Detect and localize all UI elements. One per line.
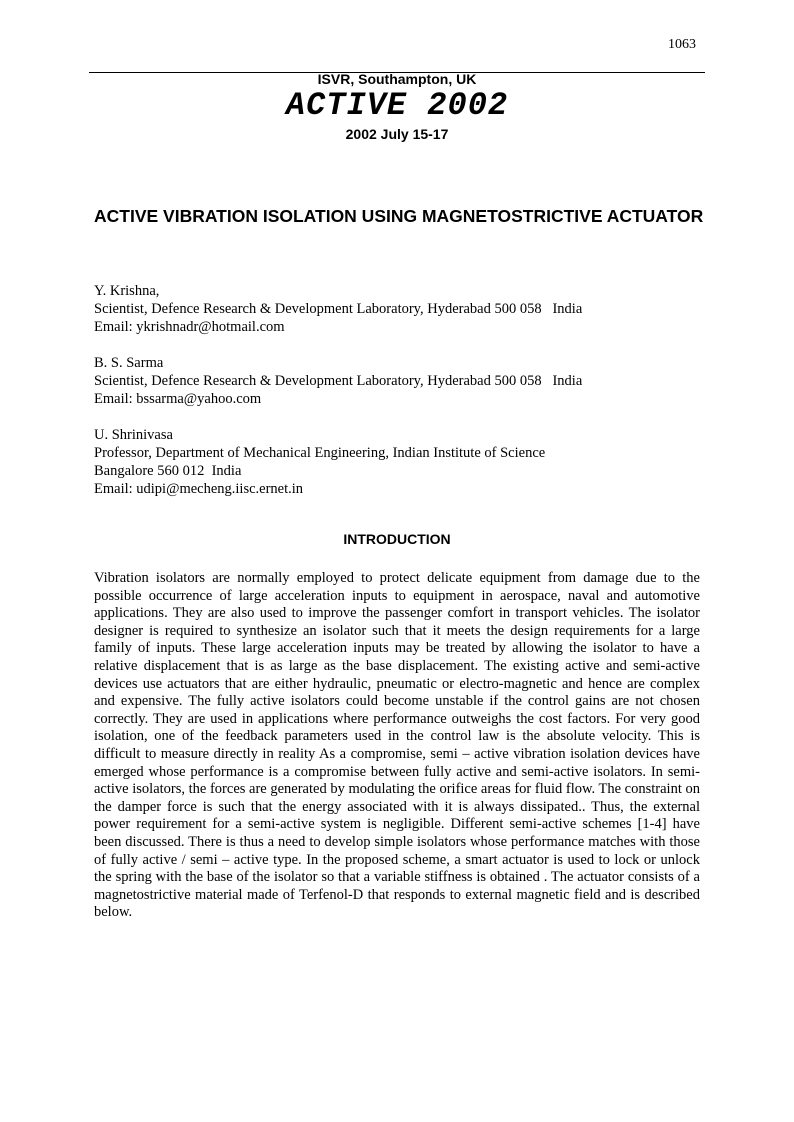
- author-email: Email: bssarma@yahoo.com: [94, 391, 262, 407]
- author-block: [94, 426, 714, 498]
- author-affiliation: Scientist, Defence Research & Development Laboratory, Hyderabad 500 058 India: [94, 373, 583, 389]
- section-heading: INTRODUCTION: [343, 531, 451, 547]
- page-number: 1063: [668, 37, 696, 52]
- author-email: Email: ykrishnadr@hotmail.com: [94, 319, 285, 335]
- author-email: Email: udipi@mecheng.iisc.ernet.in: [94, 481, 304, 497]
- introduction-paragraph: Vibration isolators are normally employed to protect delicate equipment from damage due to the possible occurrence of large acceleration inputs to equipment in aerospace, naval and automotive applications. They are also used to improve the passenger comfort in transport vehicles. The isolator designer is required to synthesize an isolator such that it meets the design requirements for a large family of inputs. These large acceleration inputs may be treated by allowing the isolator to have a relative displacement that is as large as the base displacement. The existing active and semi-active devices use actuators that are either hydraulic, pneumatic or electro-magnetic and hence are complex and expensive. The fully active isolators could become unstable if the control gains are not chosen correctly. They are used in applications where performance outweighs the cost factors. For very good isolation, one of the feedback parameters used in the control law is the absolute velocity. This is difficult to measure directly in reality As a compromise, semi – active vibration isolation devices have emerged whose performance is a compromise between fully active and semi-active isolators. In semi-active isolators, the forces are generated by modulating the orifice areas for fluid flow. The constraint on the damper force is such that the energy associated with it is always dissipated.. Thus, the external power requirement for a semi-active system is negligible. Different semi-active schemes [1-4] have been discussed. There is thus a need to develop simple isolators whose performance matches with those of fully active / semi – active type. In the proposed scheme, a smart actuator is used to lock or unlock the spring with the base of the isolator so that a variable stiffness is obtained . The actuator consists of a magnetostrictive material made of Terfenol-D that responds to external magnetic field and is described below.: [94, 570, 700, 921]
- conference-venue: ISVR, Southampton, UK: [317, 71, 477, 87]
- author-block: [94, 282, 714, 336]
- author-affiliation: Scientist, Defence Research & Development Laboratory, Hyderabad 500 058 India: [94, 301, 583, 317]
- author-name: U. Shrinivasa: [94, 427, 173, 443]
- author-list: [94, 282, 714, 516]
- author-name: B. S. Sarma: [94, 355, 164, 371]
- author-address: Bangalore 560 012 India: [94, 463, 242, 479]
- author-block: [94, 354, 714, 408]
- author-name: Y. Krishna,: [94, 283, 160, 299]
- conference-name: ACTIVE 2002: [285, 87, 509, 124]
- paper-title: ACTIVE VIBRATION ISOLATION USING MAGNETOSTRICTIVE ACTUATOR: [94, 206, 704, 226]
- conference-date: 2002 July 15-17: [345, 126, 449, 142]
- author-affiliation: Professor, Department of Mechanical Engineering, Indian Institute of Science: [94, 445, 546, 461]
